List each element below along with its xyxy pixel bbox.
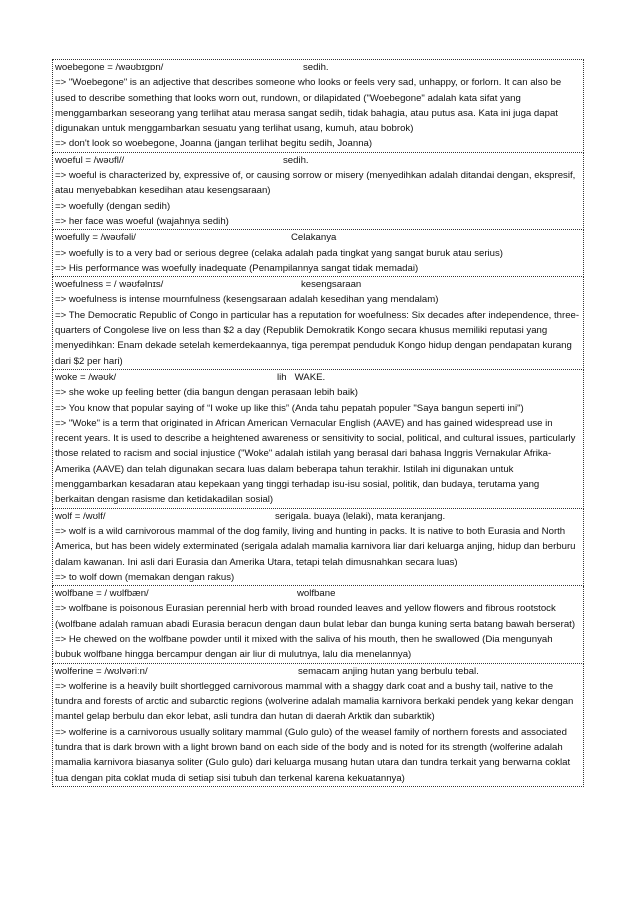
headword: wolferine = /wʊlvəriːn/ [55, 665, 148, 677]
translation: Celakanya [291, 232, 337, 244]
headword: woebegone = /wəʊbɪɡɒn/ [55, 62, 164, 73]
entry-head [55, 370, 581, 385]
example-line: => The Democratic Republic of Congo in particular has a reputation for woefulness: Six decades after independence, three-quarters of Congolese live on less than $2 a day (Republik Demokratik Kongo secara khusus memiliki reputasi yang menyedihkan: Enam dekade setelah kemerdekaannya, tiga perempat penduduk Kongo hidup dengan pendapatan kurang dari $2 per hari) [55, 309, 580, 367]
example-line: => she woke up feeling better (dia bangun dengan perasaan lebih baik) [55, 387, 358, 399]
definition-line: => wolferine is a heavily built shortlegged carnivorous mammal with a shaggy dark coat and a bushy tail, native to the tundra and forests of arctic and subarctic regions (wolverine adalah mamalia karnivora berkaki pendek yang kekar dengan mantel gelap berbulu dan ekor lebat, asli tundra dan hutan di daerah Arktik dan subarktik) [55, 680, 574, 723]
entry-head [55, 153, 581, 168]
entry-wolf [52, 509, 584, 586]
entry-head [55, 60, 581, 75]
definition-line: => wolfbane is poisonous Eurasian perennial herb with broad rounded leaves and yellow flowers and fibrous rootstock (wolfbane adalah ramuan abadi Eurasia beracun dengan daun bulat lebar dan bunga kuning serta batang bawah berserat) [55, 603, 576, 630]
headword: woke = /wəʊk/ [55, 371, 117, 383]
entry-woebegone [52, 59, 584, 153]
entry-head [55, 586, 581, 601]
entry-head [55, 277, 581, 292]
definition-line: => "Woke" is a term that originated in African American Vernacular English (AAVE) and has gained widespread use in recent years. It is used to describe a heightened awareness or sensitivity to social, political, and cultural issues, particularly those related to racism and social injustice ("Woke" adalah istilah yang berasal dari bahasa Inggris Vernakular Afrika-Amerika (AAVE) dan telah digunakan secara luas dalam beberapa tahun terakhir. Istilah ini digunakan untuk menggambarkan kesadaran atau kepekaan yang tinggi terhadap isu-isu sosial, politik, dan budaya, terutama yang berkaitan dengan rasisme dan ketidakadilan sosial) [55, 417, 576, 506]
definition-line: => woefulness is intense mournfulness (kesengsaraan adalah kesedihan yang mendalam) [55, 294, 439, 306]
example-line: => to wolf down (memakan dengan rakus) [55, 571, 235, 583]
definition-line: => woeful is characterized by, expressive of, or causing sorrow or misery (menyedihkan adalah ditandai dengan, ekspresif, atau menyebabkan kesedihan atau kesengsaraan) [55, 170, 576, 197]
entry-head [55, 664, 581, 679]
entry-wolfbane [52, 586, 584, 663]
translation: wolfbane [297, 588, 336, 600]
headword: wolf = /wʊlf/ [55, 510, 106, 522]
translation: sedih. [303, 62, 329, 73]
example-line: => He chewed on the wolfbane powder until it mixed with the saliva of his mouth, then he swallowed (Dia mengunyah bubuk wolfbane hingga bercampur dengan air liur di mulutnya, lalu dia menelannya) [55, 633, 553, 661]
translation: lih WAKE. [277, 371, 326, 383]
translation: kesengsaraan [301, 279, 362, 291]
example-line: => You know that popular saying of “I woke up like this” (Anda tahu pepatah populer "Saya bangun seperti ini") [55, 402, 524, 414]
definition-line: => wolf is a wild carnivorous mammal of the dog family, living and hunting in packs. It is native to both Eurasia and North America, but has been widely exterminated (serigala adalah mamalia karnivora liar dari keluarga anjing, hidup dan berburu dalam kawanan. Ini asli dari Eurasia dan Amerika Utara, tetapi telah dimusnahkan secara luas) [55, 525, 576, 568]
definition-line: => woefully is to a very bad or serious degree (celaka adalah pada tingkat yang sangat buruk atau serius) [55, 247, 503, 259]
dictionary-page [52, 59, 584, 787]
definition-line: => "Woebegone" is an adjective that describes someone who looks or feels very sad, unhappy, or forlorn. It can also be used to describe something that looks worn out, rundown, or dilapidated ("Woebegone" adalah kata sifat yang menggambarkan seseorang yang terlihat atau merasa sangat sedih, tidak bahagia, atau putus asa. Kata ini juga dapat digunakan untuk menggambarkan sesuatu yang terlihat usang, kumuh, atau bobrok) [55, 77, 562, 135]
headword: wolfbane = / wʊlfbæn/ [55, 588, 149, 600]
entry-woke [52, 370, 584, 509]
example-line: => woefully (dengan sedih) [55, 200, 171, 212]
example-line: => don't look so woebegone, Joanna (jangan terlihat begitu sedih, Joanna) [55, 138, 373, 150]
headword: woefully = /wəʊfəli/ [55, 232, 136, 244]
translation: sedih. [283, 154, 309, 166]
headword: woeful = /wəʊfl// [55, 154, 125, 166]
translation: semacam anjing hutan yang berbulu tebal. [298, 665, 479, 677]
definition-line: => wolferine is a carnivorous usually solitary mammal (Gulo gulo) of the weasel family of northern forests and associated tundra that is dark brown with a light brown band on each side of the body and is noted for its strength (wolferine adalah mamalia karnivora biasanya soliter (Gulo gulo) dari keluarga musang hutan utara dan tundra terkait yang berwarna coklat tua dengan pita coklat muda di setiap sisi tubuh dan terkenal karena kekuatannya) [55, 726, 571, 784]
entry-woeful [52, 153, 584, 230]
entry-wolferine [52, 664, 584, 787]
translation: serigala. buaya (lelaki), mata keranjang. [275, 510, 446, 522]
entry-head [55, 230, 581, 245]
entry-woefully [52, 230, 584, 277]
example-line: => His performance was woefully inadequate (Penampilannya sangat tidak memadai) [55, 262, 419, 274]
example-line: => her face was woeful (wajahnya sedih) [55, 215, 229, 227]
headword: woefulness = / wəʊfəlnɪs/ [55, 279, 164, 291]
entry-woefulness [52, 277, 584, 370]
entry-head [55, 509, 581, 524]
